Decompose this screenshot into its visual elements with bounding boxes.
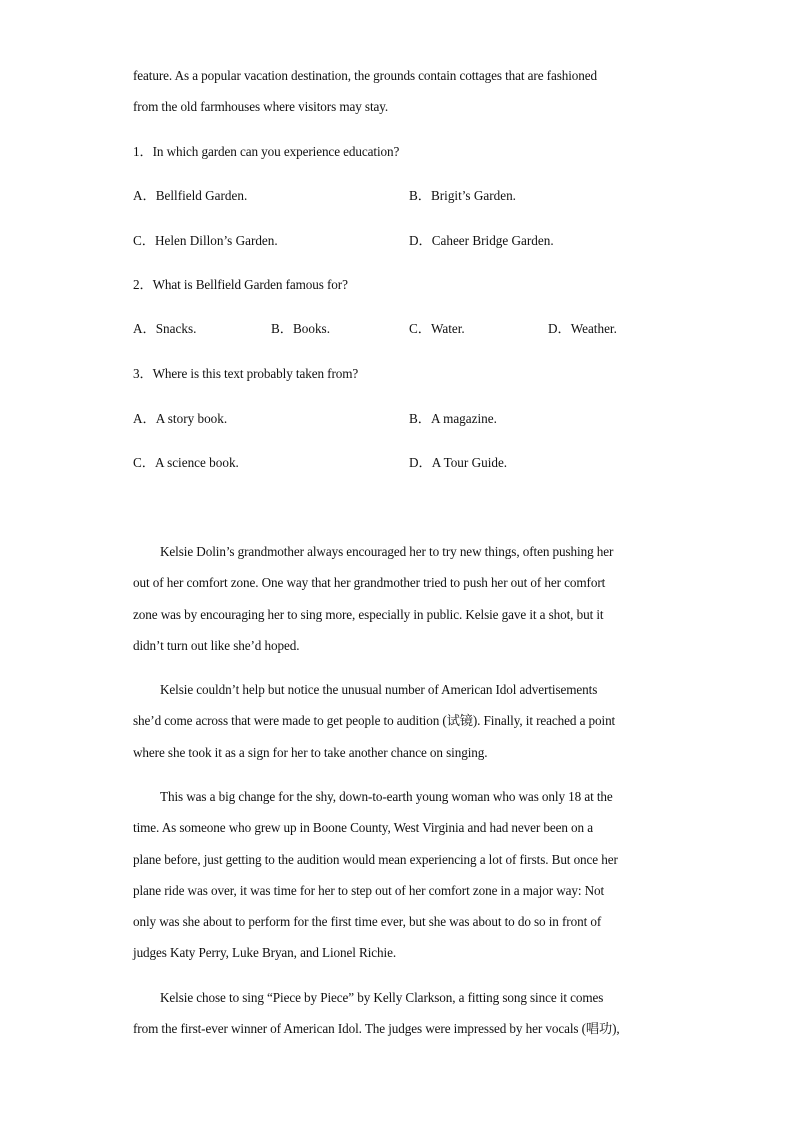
passage-p1-line-2: out of her comfort zone. One way that her grandmother tried to push her out of her comfort bbox=[133, 575, 606, 590]
question-3-option-a[interactable]: A．A story book. bbox=[133, 411, 228, 426]
question-3-option-c[interactable]: C．A science book. bbox=[133, 455, 239, 470]
passage-p2-line-2: she’d come across that were made to get people to audition (试镜). Finally, it reached a point bbox=[133, 713, 616, 728]
question-3-option-b[interactable]: B．A magazine. bbox=[409, 411, 497, 426]
question-1-option-c[interactable]: C．Helen Dillon’s Garden. bbox=[133, 233, 278, 248]
passage-p1-line-4: didn’t turn out like she’d hoped. bbox=[133, 638, 300, 653]
question-1-option-d[interactable]: D．Caheer Bridge Garden. bbox=[409, 233, 554, 248]
question-2-option-a[interactable]: A．Snacks. bbox=[133, 321, 197, 336]
passage-p2-line-3: where she took it as a sign for her to take another chance on singing. bbox=[133, 745, 488, 760]
passage-p3-line-5: only was she about to perform for the first time ever, but she was about to do so in front of bbox=[133, 914, 602, 929]
passage-p2-line-1: Kelsie couldn’t help but notice the unusual number of American Idol advertisements bbox=[160, 682, 598, 697]
passage-p3-line-3: plane before, just getting to the audition would mean experiencing a lot of firsts. But once her bbox=[133, 852, 618, 867]
passage-p4-line-2: from the first-ever winner of American Idol. The judges were impressed by her vocals (唱功), bbox=[133, 1021, 620, 1036]
passage-p3-line-4: plane ride was over, it was time for her to step out of her comfort zone in a major way: Not bbox=[133, 883, 605, 898]
question-3-option-d[interactable]: D．A Tour Guide. bbox=[409, 455, 508, 470]
question-2-option-c[interactable]: C．Water. bbox=[409, 321, 465, 336]
passage-p4-line-1: Kelsie chose to sing “Piece by Piece” by Kelly Clarkson, a fitting song since it comes bbox=[160, 990, 604, 1005]
passage-p3-line-1: This was a big change for the shy, down-to-earth young woman who was only 18 at the bbox=[160, 789, 613, 804]
question-1-option-b[interactable]: B．Brigit’s Garden. bbox=[409, 188, 516, 203]
question-1-option-a[interactable]: A．Bellfield Garden. bbox=[133, 188, 248, 203]
question-1-stem: 1．In which garden can you experience education? bbox=[133, 144, 400, 159]
passage-p1-line-1: Kelsie Dolin’s grandmother always encouraged her to try new things, often pushing her bbox=[160, 544, 614, 559]
question-2-option-b[interactable]: B．Books. bbox=[271, 321, 330, 336]
intro-line-1: feature. As a popular vacation destination, the grounds contain cottages that are fashioned bbox=[133, 68, 598, 83]
question-2-stem: 2．What is Bellfield Garden famous for? bbox=[133, 277, 348, 292]
passage-p3-line-6: judges Katy Perry, Luke Bryan, and Lionel Richie. bbox=[133, 945, 397, 960]
passage-p1-line-3: zone was by encouraging her to sing more, especially in public. Kelsie gave it a shot, but it bbox=[133, 607, 604, 622]
passage-p3-line-2: time. As someone who grew up in Boone County, West Virginia and had never been on a bbox=[133, 820, 593, 835]
question-2-option-d[interactable]: D．Weather. bbox=[548, 321, 617, 336]
question-3-stem: 3．Where is this text probably taken from? bbox=[133, 366, 359, 381]
intro-line-2: from the old farmhouses where visitors may stay. bbox=[133, 99, 389, 114]
